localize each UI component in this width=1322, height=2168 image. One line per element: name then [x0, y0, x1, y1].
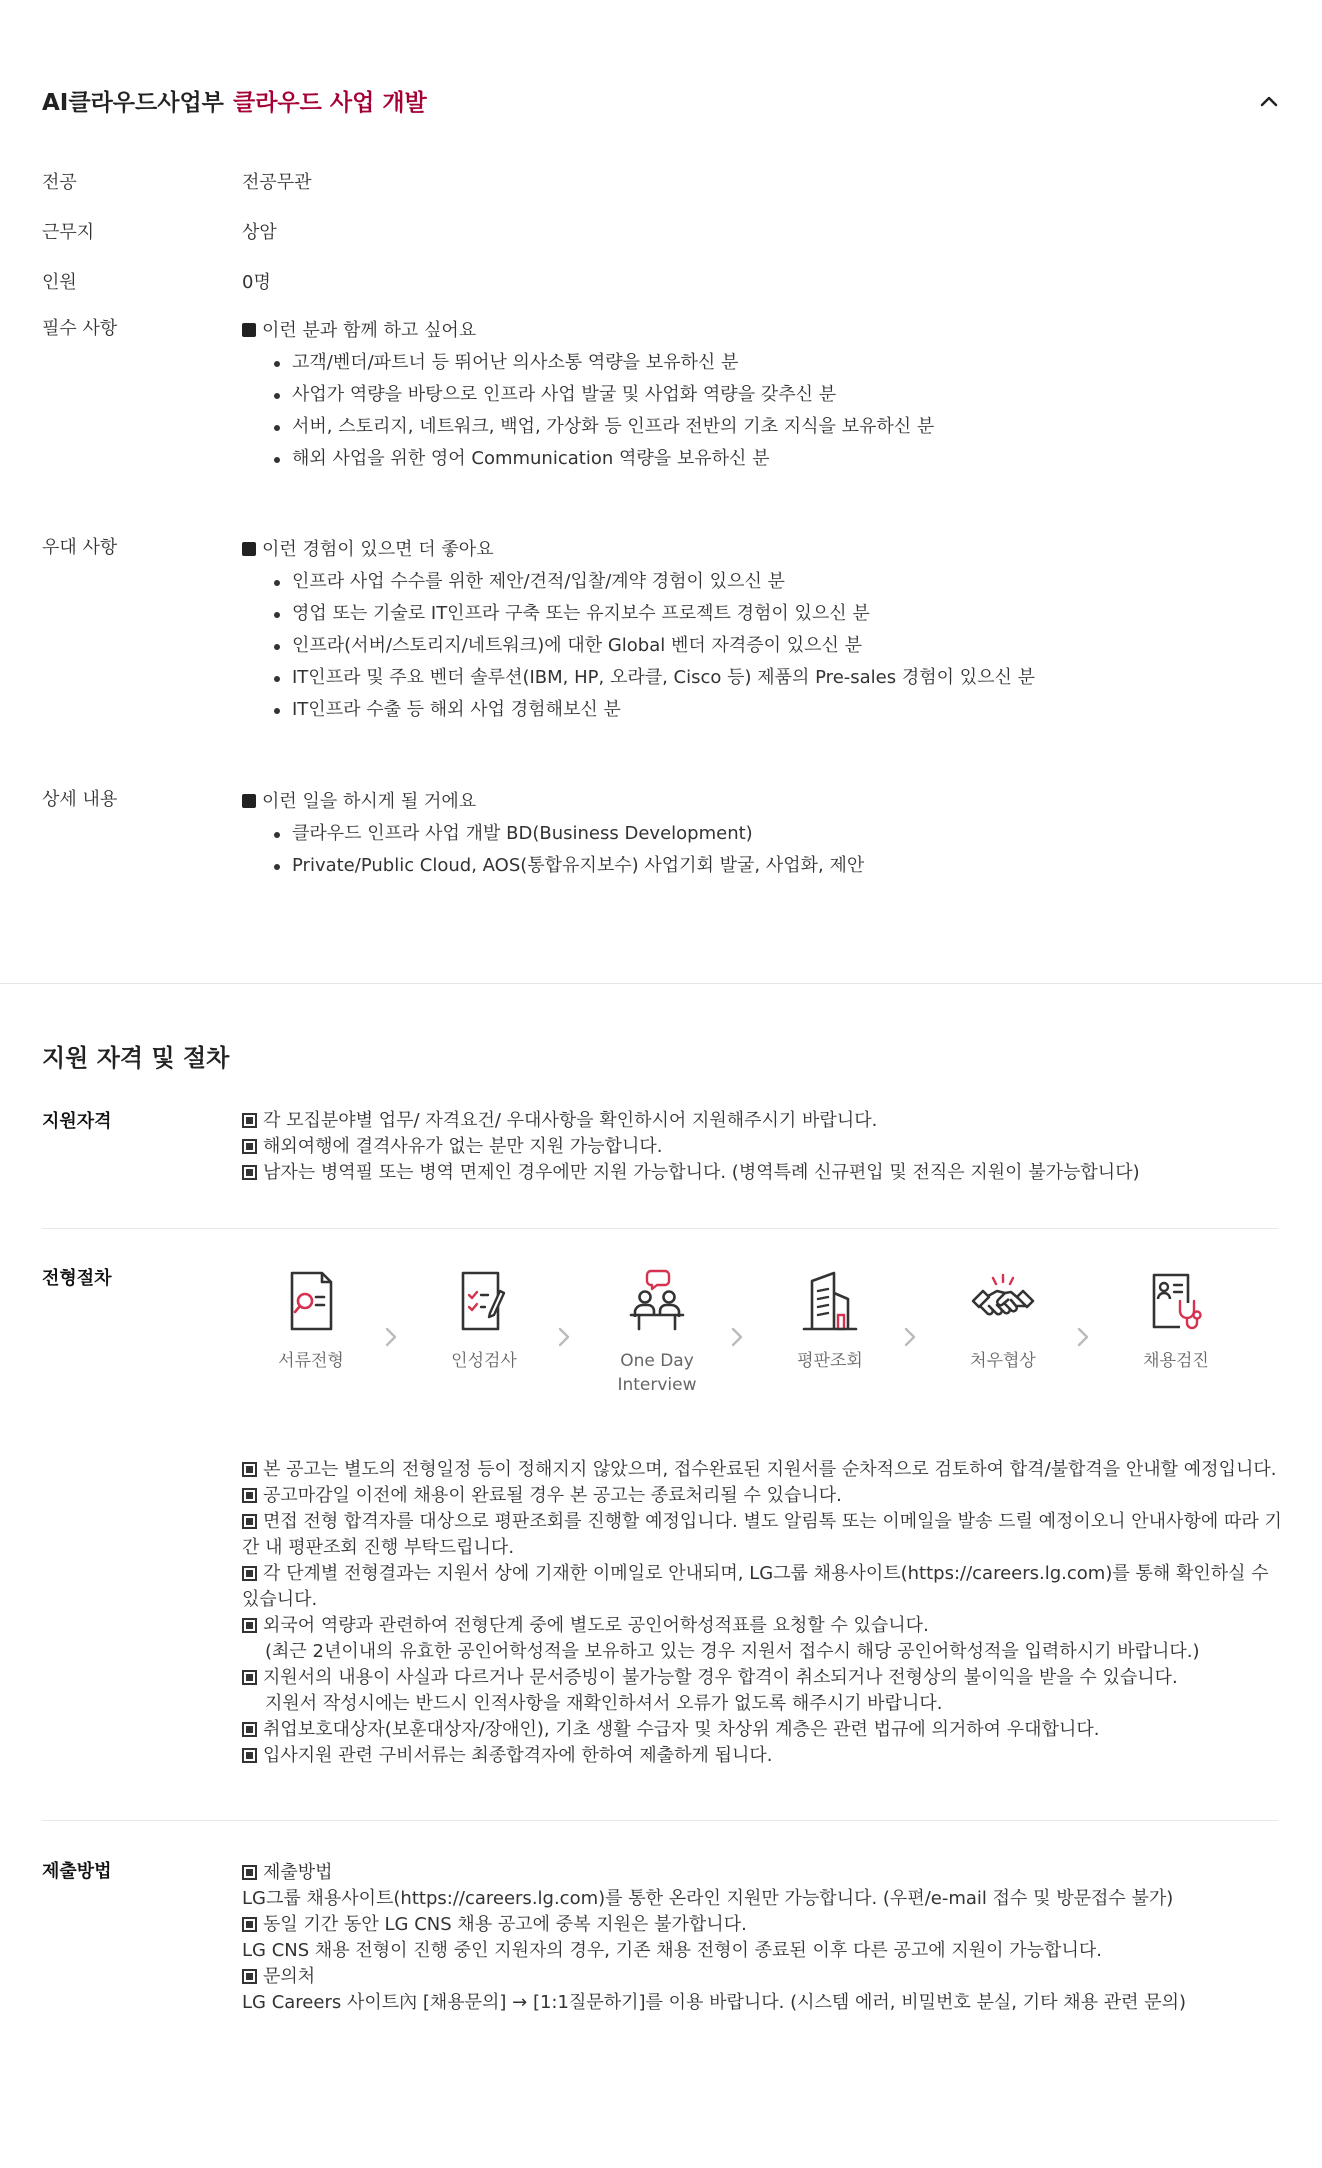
- process-notes: [242, 1457, 1282, 1769]
- line-text: 지원서 작성시에는 반드시 인적사항을 재확인하셔서 오류가 없도록 해주시기 바랍니다.: [265, 1693, 943, 1714]
- line-text: LG Careers 사이트內 [채용문의] → [1:1질문하기]를 이용 바랍니다. (시스템 에러, 비밀번호 분실, 기타 채용 관련 문의): [242, 1992, 1187, 2013]
- checkbox-bullet-icon: [242, 1139, 257, 1154]
- line-text: 본 공고는 별도의 전형일정 등이 정해지지 않았으며, 접수완료된 지원서를 순차적으로 검토하여 합격/불합격을 안내할 예정입니다.: [263, 1459, 1277, 1480]
- checkbox-bullet-icon: [242, 1722, 257, 1737]
- preferred-heading: [242, 534, 1272, 566]
- line-text: 동일 기간 동안 LG CNS 채용 공고에 중복 지원은 불가합니다.: [263, 1914, 747, 1935]
- qualification-line: [242, 1160, 1282, 1186]
- checklist-pencil-icon: [448, 1265, 520, 1337]
- building-icon: [794, 1265, 866, 1337]
- note-line: [242, 1639, 1282, 1665]
- note-line: [242, 1613, 1282, 1639]
- checkbox-bullet-icon: [242, 1670, 257, 1685]
- step-label: 인성검사: [451, 1351, 517, 1371]
- major-label: 전공: [42, 172, 77, 193]
- submission-line: [242, 1990, 1282, 2016]
- process-step: [938, 1265, 1068, 1373]
- list-item: 서버, 스토리지, 네트워크, 백업, 가상화 등 인프라 전반의 기초 지식을 보유하신 분: [292, 411, 1272, 443]
- line-text: 각 모집분야별 업무/ 자격요건/ 우대사항을 확인하시어 지원해주시기 바랍니다.: [263, 1110, 878, 1131]
- line-text: 남자는 병역필 또는 병역 면제인 경우에만 지원 가능합니다. (병역특례 신규편입 및 전직은 지원이 불가능합니다): [263, 1162, 1140, 1183]
- submission-label: 제출방법: [42, 1861, 112, 1882]
- list-item: 클라우드 인프라 사업 개발 BD(Business Development): [292, 818, 1272, 850]
- details-heading: [242, 786, 1272, 818]
- job-title: 클라우드 사업 개발: [233, 90, 427, 116]
- square-bullet-icon: [242, 542, 256, 556]
- handshake-icon: [967, 1265, 1039, 1337]
- line-text: 면접 전형 합격자를 대상으로 평판조회를 진행할 예정입니다. 별도 알림톡 또는 이메일을 발송 드릴 예정이오니 안내사항에 따라 기간 내 평판조회 진행 부탁드립니다.: [242, 1511, 1282, 1558]
- details-label: 상세 내용: [42, 789, 118, 810]
- submission-line: [242, 1964, 1282, 1990]
- line-text: LG CNS 채용 전형이 진행 중인 지원자의 경우, 기존 채용 전형이 종료된 이후 다른 공고에 지원이 가능합니다.: [242, 1940, 1102, 1961]
- preferred-heading-text: 이런 경험이 있으면 더 좋아요: [262, 539, 494, 560]
- submission-line: [242, 1886, 1282, 1912]
- location-value: 상암: [242, 222, 277, 243]
- checkbox-bullet-icon: [242, 1865, 257, 1880]
- checkbox-bullet-icon: [242, 1488, 257, 1503]
- process-step: [1111, 1265, 1241, 1373]
- step-label: 서류전형: [278, 1351, 344, 1371]
- divider: [42, 1228, 1278, 1229]
- qualification-line: [242, 1108, 1282, 1134]
- chevron-right-icon: [383, 1325, 399, 1349]
- list-item: IT인프라 수출 등 해외 사업 경험해보신 분: [292, 694, 1272, 726]
- square-bullet-icon: [242, 794, 256, 808]
- line-text: 취업보호대상자(보훈대상자/장애인), 기초 생활 수급자 및 차상위 계층은 관련 법규에 의거하여 우대합니다.: [263, 1719, 1100, 1740]
- checkbox-bullet-icon: [242, 1514, 257, 1529]
- required-list: [242, 347, 1272, 475]
- divider: [42, 1820, 1278, 1821]
- interview-icon: [621, 1265, 693, 1337]
- submission-line: [242, 1938, 1282, 1964]
- list-item: IT인프라 및 주요 벤더 솔루션(IBM, HP, 오라클, Cisco 등) 제품의 Pre-sales 경험이 있으신 분: [292, 662, 1272, 694]
- step-label: 채용검진: [1143, 1351, 1209, 1371]
- required-block: [242, 315, 1272, 475]
- list-item: 해외 사업을 위한 영어 Communication 역량을 보유하신 분: [292, 443, 1272, 475]
- list-item: 사업가 역량을 바탕으로 인프라 사업 발굴 및 사업화 역량을 갖추신 분: [292, 379, 1272, 411]
- major-value: 전공무관: [242, 172, 312, 193]
- line-text: 각 단계별 전형결과는 지원서 상에 기재한 이메일로 안내되며, LG그룹 채용사이트(https://careers.lg.com)를 통해 확인하실 수 있습니다.: [242, 1563, 1269, 1610]
- line-text: 해외여행에 결격사유가 없는 분만 지원 가능합니다.: [263, 1136, 663, 1157]
- submission-text: [242, 1860, 1282, 2016]
- checkbox-bullet-icon: [242, 1748, 257, 1763]
- medical-check-icon: [1140, 1265, 1212, 1337]
- line-text: 지원서의 내용이 사실과 다르거나 문서증빙이 불가능할 경우 합격이 취소되거나 전형상의 불이익을 받을 수 있습니다.: [263, 1667, 1178, 1688]
- job-header[interactable]: [42, 84, 1282, 120]
- headcount-value: 0명: [242, 272, 271, 293]
- line-text: 제출방법: [263, 1862, 333, 1883]
- note-line: [242, 1665, 1282, 1691]
- preferred-label: 우대 사항: [42, 537, 118, 558]
- note-line: [242, 1483, 1282, 1509]
- submission-line: [242, 1912, 1282, 1938]
- checkbox-bullet-icon: [242, 1165, 257, 1180]
- line-text: 공고마감일 이전에 채용이 완료될 경우 본 공고는 종료처리될 수 있습니다.: [263, 1485, 842, 1506]
- qualification-line: [242, 1134, 1282, 1160]
- line-text: LG그룹 채용사이트(https://careers.lg.com)를 통한 온라인 지원만 가능합니다. (우편/e-mail 접수 및 방문접수 불가): [242, 1888, 1174, 1909]
- step-label: 처우협상: [970, 1351, 1036, 1371]
- process-label: 전형절차: [42, 1268, 112, 1289]
- chevron-right-icon: [729, 1325, 745, 1349]
- list-item: 인프라 사업 수수를 위한 제안/견적/입찰/계약 경험이 있으신 분: [292, 566, 1272, 598]
- checkbox-bullet-icon: [242, 1113, 257, 1128]
- chevron-right-icon: [556, 1325, 572, 1349]
- qualification-label: 지원자격: [42, 1111, 112, 1132]
- line-text: 외국어 역량과 관련하여 전형단계 중에 별도로 공인어학성적표를 요청할 수 있습니다.: [263, 1615, 929, 1636]
- details-heading-text: 이런 일을 하시게 될 거에요: [262, 791, 477, 812]
- department-name: AI클라우드사업부: [42, 90, 224, 116]
- headcount-label: 인원: [42, 272, 77, 293]
- location-label: 근무지: [42, 222, 95, 243]
- chevron-right-icon: [902, 1325, 918, 1349]
- details-block: [242, 786, 1272, 882]
- checkbox-bullet-icon: [242, 1462, 257, 1477]
- details-list: [242, 818, 1272, 882]
- line-text: 입사지원 관련 구비서류는 최종합격자에 한하여 제출하게 됩니다.: [263, 1745, 773, 1766]
- required-heading-text: 이런 분과 함께 하고 싶어요: [262, 320, 477, 341]
- list-item: 인프라(서버/스토리지/네트워크)에 대한 Global 벤더 자격증이 있으신 분: [292, 630, 1272, 662]
- required-heading: [242, 315, 1272, 347]
- checkbox-bullet-icon: [242, 1566, 257, 1581]
- process-steps: [242, 1265, 1282, 1415]
- step-label: 평판조회: [797, 1351, 863, 1371]
- process-step: [765, 1265, 895, 1373]
- list-item: 고객/벤더/파트너 등 뛰어난 의사소통 역량을 보유하신 분: [292, 347, 1272, 379]
- note-line: [242, 1561, 1282, 1613]
- note-line: [242, 1509, 1282, 1561]
- note-line: [242, 1717, 1282, 1743]
- document-search-icon: [275, 1265, 347, 1337]
- checkbox-bullet-icon: [242, 1618, 257, 1633]
- list-item: Private/Public Cloud, AOS(통합유지보수) 사업기회 발굴, 사업화, 제안: [292, 850, 1272, 882]
- section-title: 지원 자격 및 절차: [42, 1044, 230, 1072]
- process-step: [592, 1265, 722, 1397]
- checkbox-bullet-icon: [242, 1969, 257, 1984]
- chevron-up-icon[interactable]: [1256, 88, 1282, 114]
- line-text: 문의처: [263, 1966, 316, 1987]
- section-divider: [0, 983, 1322, 984]
- preferred-list: [242, 566, 1272, 726]
- preferred-block: [242, 534, 1272, 726]
- note-line: [242, 1743, 1282, 1769]
- line-text: (최근 2년이내의 유효한 공인어학성적을 보유하고 있는 경우 지원서 접수시 해당 공인어학성적을 입력하시기 바랍니다.): [265, 1641, 1200, 1662]
- chevron-right-icon: [1075, 1325, 1091, 1349]
- step-label: One Day Interview: [617, 1351, 697, 1395]
- note-line: [242, 1457, 1282, 1483]
- process-step: [419, 1265, 549, 1373]
- submission-line: [242, 1860, 1282, 1886]
- qualification-text: [242, 1108, 1282, 1186]
- list-item: 영업 또는 기술로 IT인프라 구축 또는 유지보수 프로젝트 경험이 있으신 분: [292, 598, 1272, 630]
- required-label: 필수 사항: [42, 318, 118, 339]
- square-bullet-icon: [242, 323, 256, 337]
- process-step: [246, 1265, 376, 1373]
- note-line: [242, 1691, 1282, 1717]
- checkbox-bullet-icon: [242, 1917, 257, 1932]
